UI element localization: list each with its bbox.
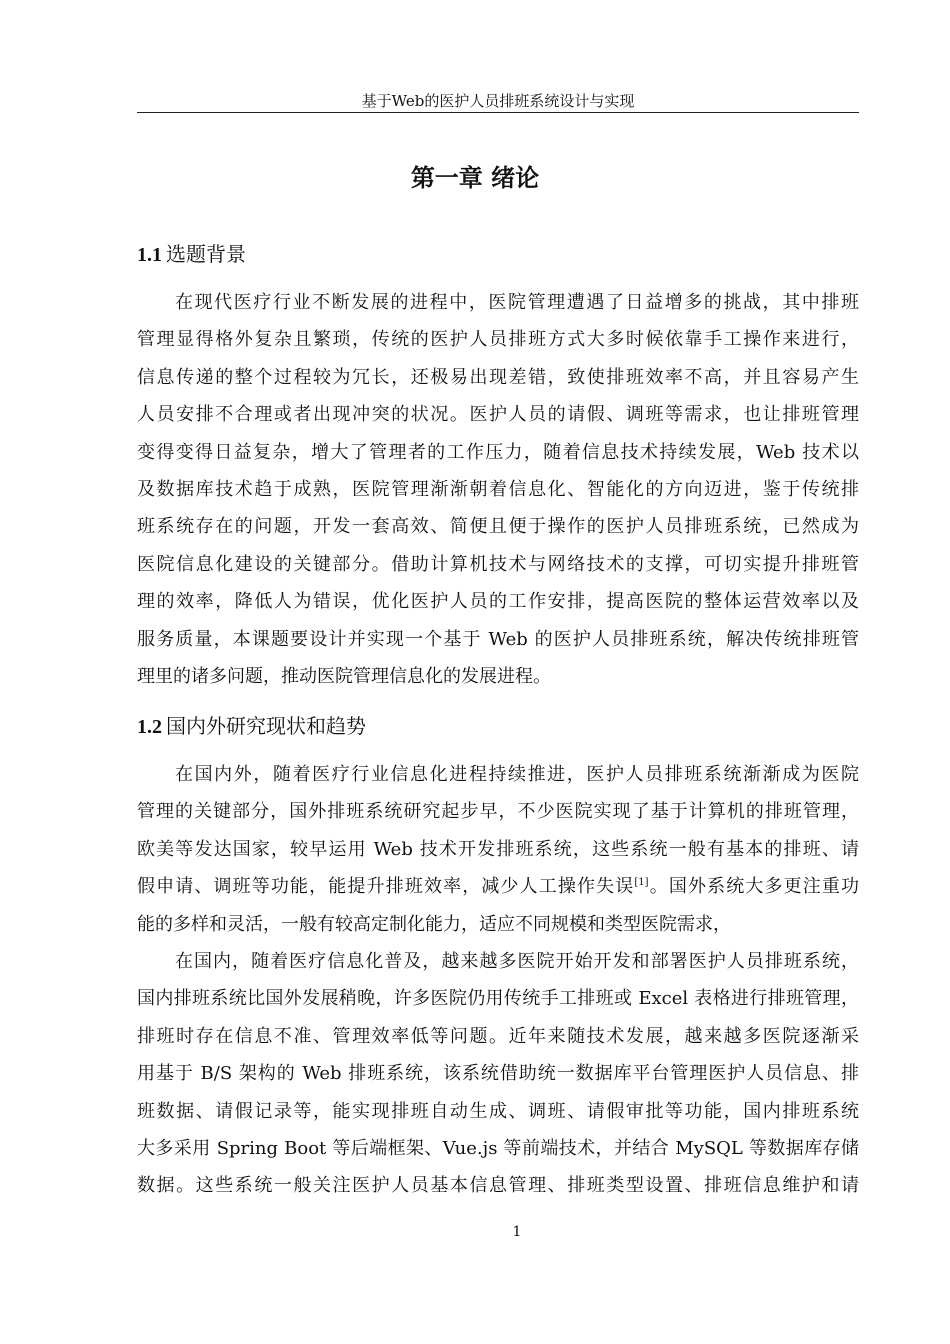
text-line: 人员安排不合理或者出现冲突的状况。医护人员的请假、调班等需求，也让排班管理 bbox=[137, 404, 859, 426]
section-heading-1-1 bbox=[137, 238, 246, 267]
section-title: 国内外研究现状和趋势 bbox=[166, 714, 366, 738]
text-line: 理的效率，降低人为错误，优化医护人员的工作安排，提高医院的整体运营效率以及 bbox=[137, 591, 859, 613]
text-line: 排班时存在信息不准、管理效率低等问题。近年来随技术发展，越来越多医院逐渐采 bbox=[137, 1025, 859, 1047]
text-line: 班系统存在的问题，开发一套高效、简便且便于操作的医护人员排班系统，已然成为 bbox=[137, 516, 859, 538]
text-line: 大多采用 Spring Boot 等后端框架、Vue.js 等前端技术，并结合 MySQL 等数据库存储 bbox=[137, 1137, 859, 1159]
text-line: 服务质量，本课题要设计并实现一个基于 Web 的医护人员排班系统，解决传统排班管 bbox=[137, 628, 859, 650]
text-line: 管理显得格外复杂且繁琐，传统的医护人员排班方式大多时候依靠手工操作来进行， bbox=[137, 329, 859, 351]
text-line: 在现代医疗行业不断发展的进程中，医院管理遭遇了日益增多的挑战，其中排班 bbox=[175, 292, 859, 313]
section-title: 选题背景 bbox=[166, 242, 246, 266]
text-line: 能的多样和灵活，一般有较高定制化能力，适应不同规模和类型医院需求， bbox=[137, 913, 731, 935]
text-line bbox=[137, 868, 859, 905]
paragraph bbox=[137, 943, 859, 1205]
chapter-title: 第一章 绪论 bbox=[410, 164, 540, 192]
text-line: 在国内，随着医疗信息化普及，越来越多医院开始开发和部署医护人员排班系统， bbox=[175, 951, 859, 972]
paragraph bbox=[137, 284, 859, 695]
citation-ref[interactable]: [1] bbox=[634, 877, 649, 889]
header-divider bbox=[137, 112, 859, 113]
text-line: 及数据库技术趋于成熟，医院管理渐渐朝着信息化、智能化的方向迈进，鉴于传统排 bbox=[137, 478, 859, 500]
text-segment: 假申请、调班等功能，能提升排班效率，减少人工操作失误 bbox=[137, 876, 635, 898]
text-line: 数据。这些系统一般关注医护人员基本信息管理、排班类型设置、排班信息维护和请 bbox=[137, 1175, 859, 1197]
text-line: 变得变得日益复杂，增大了管理者的工作压力，随着信息技术持续发展，Web 技术以 bbox=[137, 441, 859, 463]
text-line: 理里的诸多问题，推动医院管理信息化的发展进程。 bbox=[137, 665, 551, 687]
text-line: 医院信息化建设的关键部分。借助计算机技术与网络技术的支撑，可切实提升排班管 bbox=[137, 553, 859, 575]
text-line: 在国内外，随着医疗行业信息化进程持续推进，医护人员排班系统渐渐成为医院 bbox=[175, 764, 859, 785]
paragraph bbox=[137, 756, 859, 943]
text-line: 班数据、请假记录等，能实现排班自动生成、调班、请假审批等功能，国内排班系统 bbox=[137, 1100, 859, 1122]
text-line: 管理的关键部分，国外排班系统研究起步早，不少医院实现了基于计算机的排班管理， bbox=[137, 801, 859, 823]
section-number: 1.2 bbox=[137, 716, 162, 738]
text-segment: 。国外系统大多更注重功 bbox=[648, 876, 859, 898]
text-line: 国内排班系统比国外发展稍晚，许多医院仍用传统手工排班或 Excel 表格进行排班管理， bbox=[137, 988, 859, 1010]
running-header: 基于Web的医护人员排班系统设计与实现 bbox=[361, 92, 635, 110]
text-line: 信息传递的整个过程较为冗长，还极易出现差错，致使排班效率不高，并且容易产生 bbox=[137, 366, 859, 388]
page-number: 1 bbox=[512, 1224, 522, 1240]
section-heading-1-2 bbox=[137, 710, 366, 739]
section-number: 1.1 bbox=[137, 244, 162, 266]
text-line: 欧美等发达国家，较早运用 Web 技术开发排班系统，这些系统一般有基本的排班、请 bbox=[137, 838, 859, 860]
text-line: 用基于 B/S 架构的 Web 排班系统，该系统借助统一数据库平台管理医护人员信息、排 bbox=[137, 1063, 859, 1085]
